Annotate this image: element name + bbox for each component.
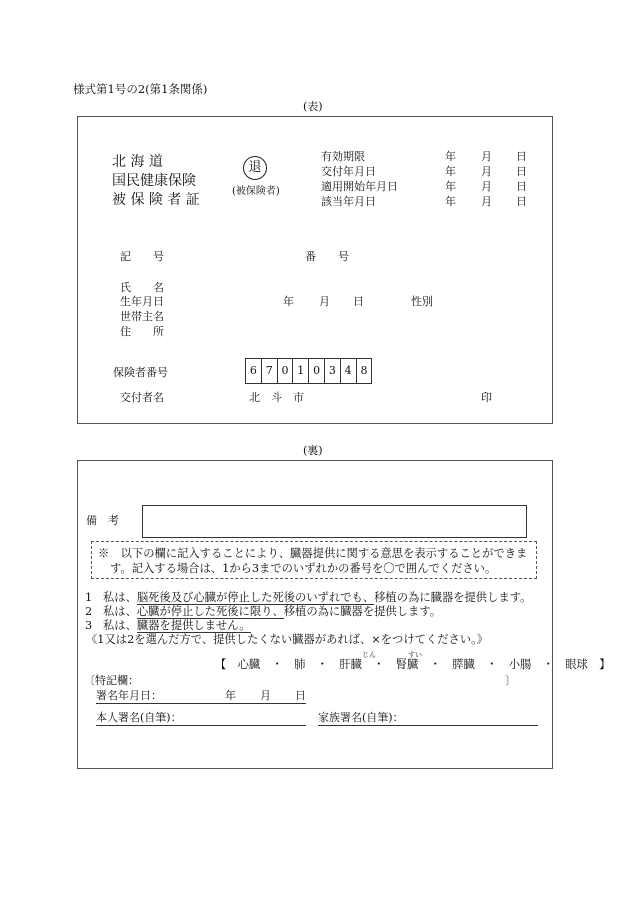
option-2-statement: 移植の為に臓器を提供します。 (283, 605, 442, 618)
birth-month: 月 (319, 295, 330, 308)
date-day-applicable: 日 (516, 195, 527, 208)
seal-mark: 印 (481, 391, 492, 404)
date-day-expiry: 日 (516, 150, 527, 163)
date-month-start: 月 (481, 180, 492, 193)
issuer-name: 北 斗 市 (249, 391, 304, 404)
date-day-issued: 日 (516, 165, 527, 178)
date-month-applicable: 月 (481, 195, 492, 208)
notice-line-1: ※ 以下の欄に記入することにより、臓器提供に関する意思を表示することができま (98, 547, 528, 560)
option-2-condition: 心臓が停止した死後に限り、 (136, 605, 284, 618)
ruby-sui: すい (408, 651, 422, 659)
remarks-field[interactable] (142, 505, 527, 538)
option-3-prefix: 私は、 (102, 619, 137, 632)
insurer-digit: 0 (278, 359, 294, 383)
retiree-stamp: 退 (243, 156, 267, 180)
date-month-expiry: 月 (481, 150, 492, 163)
family-signature-field[interactable] (318, 711, 538, 726)
insurer-digit: 7 (262, 359, 278, 383)
option-2-number: 2 (85, 605, 93, 618)
signed-month: 月 (260, 689, 271, 702)
option-3-statement: 臓器を提供しません。 (136, 619, 251, 632)
date-day-start: 日 (516, 180, 527, 193)
option-2[interactable] (85, 605, 441, 619)
date-label-issued: 交付年月日 (321, 165, 376, 178)
remarks-label: 備 考 (86, 514, 119, 527)
option-1-prefix: 私は、 (102, 591, 137, 604)
option-3[interactable] (85, 619, 251, 633)
signed-date-label: 署名年月日： (96, 689, 162, 702)
signed-date-field[interactable] (96, 689, 306, 704)
date-year-expiry: 年 (445, 150, 456, 163)
date-month-issued: 月 (481, 165, 492, 178)
issuer-line-2: 国民健康保険 (112, 173, 196, 189)
issuer-label: 交付者名 (120, 391, 164, 404)
insurer-digit: 0 (309, 359, 325, 383)
family-signature-label: 家族署名(自筆)： (318, 711, 404, 724)
special-notes-close: 〕 (505, 674, 516, 687)
organ-instruction: 《1又は2を選んだ方で、提供したくない臓器があれば、×をつけてください。》 (86, 633, 489, 646)
special-notes-label: 〔特記欄： (84, 674, 139, 687)
self-signature-label: 本人署名(自筆)： (96, 711, 182, 724)
insurer-digit: 6 (246, 359, 262, 383)
symbol-label: 記 号 (120, 250, 164, 263)
front-heading: (表) (303, 100, 323, 113)
signed-day: 日 (295, 689, 306, 702)
organ-list[interactable]: 【 心臓 ・ 肺 ・ 肝臓 ・ 腎臓 ・ 膵臓 ・ 小腸 ・ 眼球 】 (215, 658, 611, 671)
birth-day: 日 (353, 295, 364, 308)
name-label: 氏 名 (120, 281, 164, 294)
donation-notice (91, 541, 537, 579)
date-year-applicable: 年 (445, 195, 456, 208)
date-label-start: 適用開始年月日 (321, 180, 398, 193)
address-label: 住 所 (120, 325, 164, 338)
option-1[interactable] (85, 591, 531, 605)
insurer-label: 保険者番号 (113, 366, 168, 379)
sex-label: 性別 (411, 295, 433, 308)
birth-label: 生年月日 (120, 295, 164, 308)
insurer-digit: 8 (360, 364, 368, 377)
insurer-number-boxes (245, 358, 372, 384)
birth-year: 年 (283, 295, 294, 308)
date-label-expiry: 有効期限 (321, 150, 365, 163)
date-label-applicable: 該当年月日 (321, 195, 376, 208)
householder-label: 世帯主名 (120, 310, 164, 323)
insurer-digit: 4 (341, 359, 357, 383)
option-1-statement: 移植の為に臓器を提供します。 (374, 591, 532, 604)
date-year-start: 年 (445, 180, 456, 193)
self-signature-field[interactable] (96, 711, 306, 726)
option-1-condition: 脳死後及び心臓が停止した死後のいずれでも、 (136, 591, 375, 604)
option-3-number: 3 (85, 619, 93, 632)
insurer-digit: 3 (325, 359, 341, 383)
date-year-issued: 年 (445, 165, 456, 178)
insured-note: (被保険者) (232, 186, 280, 197)
option-2-prefix: 私は、 (102, 605, 137, 618)
option-1-number: 1 (85, 591, 93, 604)
insurer-digit: 1 (293, 359, 309, 383)
notice-line-2: す。記入する場合は、1から3までのいずれかの番号を〇で囲んでください。 (110, 562, 497, 575)
number-label: 番 号 (305, 250, 349, 263)
back-heading: (裏) (303, 444, 323, 457)
form-label: 様式第1号の2(第1条関係) (73, 82, 208, 96)
ruby-jin: じん (362, 651, 376, 659)
signed-year: 年 (225, 689, 236, 702)
issuer-line-1: 北 海 道 (112, 154, 163, 170)
issuer-line-3: 被 保 険 者 証 (112, 192, 200, 208)
